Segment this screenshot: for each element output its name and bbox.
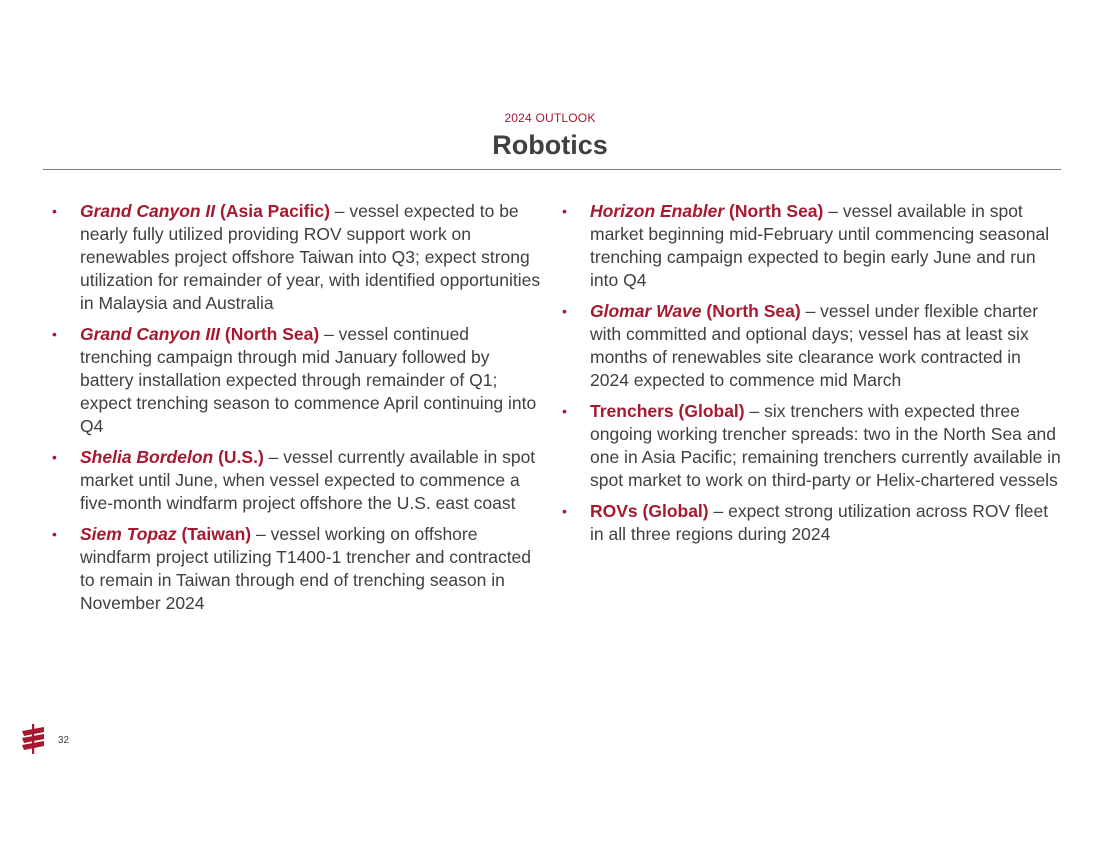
- vessel-name: Horizon Enabler: [590, 201, 725, 221]
- item-description: – expect strong utilization across ROV fleet in all three regions during 2024: [590, 501, 1049, 544]
- bullet-icon: •: [562, 503, 567, 519]
- page-title: Robotics: [492, 130, 608, 160]
- section-kicker: 2024 OUTLOOK: [504, 111, 596, 125]
- left-bullet-list: [52, 200, 542, 623]
- vessel-region: (U.S.): [213, 447, 264, 467]
- bullet-icon: •: [52, 449, 57, 465]
- vessel-region: (North Sea): [701, 301, 801, 321]
- item-description: – vessel working on offshore windfarm project utilizing T1400-1 trencher and contracted to remain in Taiwan through end of trenching season in November 2024: [80, 524, 532, 613]
- vessel-region: (Asia Pacific): [215, 201, 330, 221]
- vessel-name: Glomar Wave: [590, 301, 702, 321]
- bullet-icon: •: [52, 203, 57, 219]
- item-description: – vessel currently available in spot market until June, when vessel expected to commence a five-month windfarm project offshore the U.S. east coast: [80, 447, 536, 513]
- vessel-name: Grand Canyon III: [80, 324, 221, 344]
- list-item: [562, 300, 1062, 392]
- helix-logo-icon: [20, 724, 46, 754]
- bullet-icon: •: [52, 526, 57, 542]
- asset-category: ROVs (Global): [590, 501, 709, 521]
- list-item: [562, 500, 1062, 546]
- list-item: [52, 200, 542, 315]
- vessel-name: Shelia Bordelon: [80, 447, 214, 467]
- vessel-name: Siem Topaz: [80, 524, 177, 544]
- bullet-icon: •: [562, 203, 567, 219]
- list-item: [52, 523, 542, 615]
- list-item: [52, 323, 542, 438]
- vessel-region: (Taiwan): [176, 524, 252, 544]
- page-number: 32: [58, 735, 70, 746]
- list-item: [562, 200, 1062, 292]
- title-divider: [43, 169, 1061, 170]
- asset-category: Trenchers (Global): [590, 401, 745, 421]
- bullet-icon: •: [52, 326, 57, 342]
- vessel-name: Grand Canyon II: [80, 201, 216, 221]
- item-description: – vessel available in spot market beginning mid-February until commencing seasonal trenching campaign expected to begin early June and run into Q4: [590, 201, 1050, 290]
- bullet-icon: •: [562, 403, 567, 419]
- list-item: [562, 400, 1062, 492]
- bullet-icon: •: [562, 303, 567, 319]
- vessel-region: (North Sea): [724, 201, 824, 221]
- item-description: – vessel expected to be nearly fully utilized providing ROV support work on renewables project offshore Taiwan into Q3; expect strong utilization for remainder of year, with identified opportunities in Malaysia and Australia: [80, 201, 541, 313]
- item-description: – vessel continued trenching campaign through mid January followed by battery installation expected through remainder of Q1; expect trenching season to commence April continuing into Q4: [80, 324, 537, 436]
- item-description: – six trenchers with expected three ongoing working trencher spreads: two in the North Sea and one in Asia Pacific; remaining trenchers currently available in spot market to work on third-party or Helix-chartered vessels: [590, 401, 1061, 490]
- right-bullet-list: [562, 200, 1062, 554]
- vessel-region: (North Sea): [220, 324, 320, 344]
- item-description: – vessel under flexible charter with committed and optional days; vessel has at least six months of renewables site clearance work contracted in 2024 expected to commence mid March: [590, 301, 1039, 390]
- list-item: [52, 446, 542, 515]
